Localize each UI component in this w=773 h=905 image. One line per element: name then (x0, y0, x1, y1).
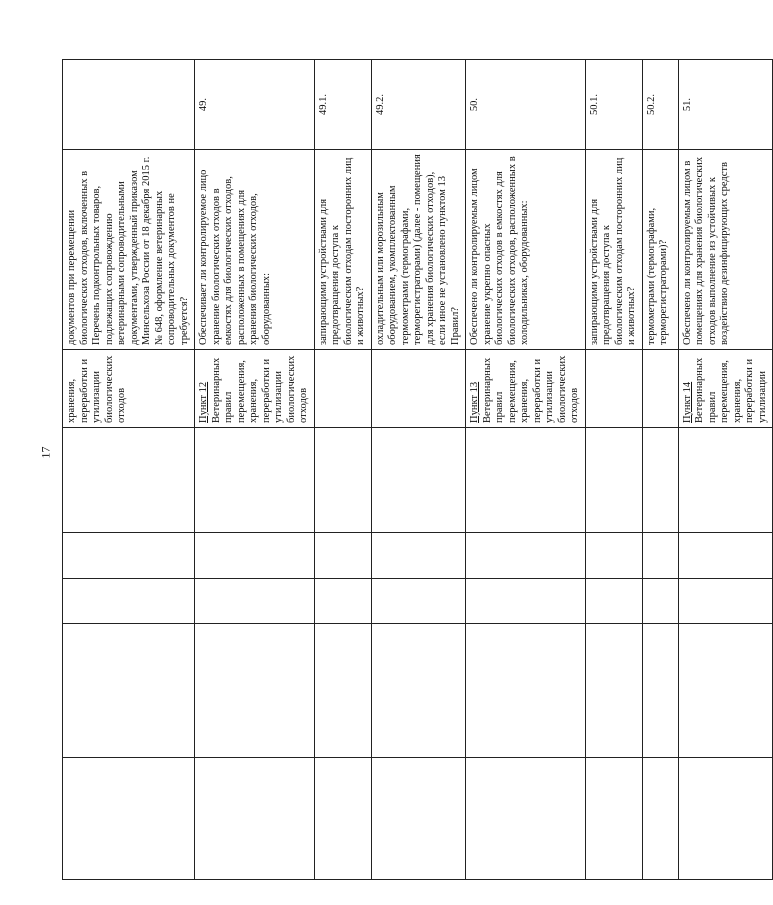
reference-prefix: Пункт 13 (469, 381, 480, 423)
blank-cell (585, 533, 642, 579)
blank-cell (195, 533, 315, 579)
rotated-table-container (62, 60, 768, 880)
blank-cell (195, 624, 315, 758)
item-number-cell: 50. (466, 60, 586, 150)
blank-cell (314, 624, 371, 758)
blank-cell (678, 624, 773, 758)
blank-cell (642, 428, 678, 533)
remarks-cell (195, 758, 315, 880)
reference-text: Ветеринарных правил перемещения, хранения, переработки и утилизации биологических отходов (481, 355, 580, 423)
table-row (195, 60, 315, 880)
blank-cell (466, 533, 586, 579)
blank-cell (585, 579, 642, 624)
page-number: 17 (38, 446, 53, 459)
blank-cell (371, 624, 466, 758)
item-number-cell: 50.2. (642, 60, 678, 150)
blank-cell (63, 428, 195, 533)
reference-cell (678, 350, 773, 428)
reference-cell (585, 350, 642, 428)
blank-cell (314, 533, 371, 579)
remarks-cell (585, 758, 642, 880)
blank-cell (195, 428, 315, 533)
question-cell: термометрами (термографами, терморегистраторами)? (642, 150, 678, 350)
blank-cell (642, 624, 678, 758)
blank-cell (63, 624, 195, 758)
reference-cell (466, 350, 586, 428)
reference-prefix: Пункт 12 (198, 381, 209, 423)
blank-cell (314, 579, 371, 624)
blank-cell (642, 579, 678, 624)
reference-cell (195, 350, 315, 428)
item-number-cell: 49.1. (314, 60, 371, 150)
reference-cell (63, 350, 195, 428)
blank-cell (466, 428, 586, 533)
blank-cell (642, 533, 678, 579)
blank-cell (195, 579, 315, 624)
remarks-cell (678, 758, 773, 880)
table-row (63, 60, 195, 880)
checklist-table (62, 59, 773, 880)
item-number-cell: 49.2. (371, 60, 466, 150)
table-row (371, 60, 466, 880)
blank-cell (678, 428, 773, 533)
remarks-cell (63, 758, 195, 880)
question-cell: Обеспечено ли контролируемым лицом в помещениях для хранения биологических отходов выполнение из устойчивых к воздействию дезинфицирующих средств (678, 150, 773, 350)
question-cell: Обеспечено ли контролируемым лицом хранение укрепно опасных биологических отходов в емкостях для биологических отходов, расположенных в холодильниках, оборудованных: (466, 150, 586, 350)
table-row (314, 60, 371, 880)
question-cell: запирающими устройствами для предотвращения доступа к биологическим отходам посторонних лиц и животных? (314, 150, 371, 350)
reference-cell (314, 350, 371, 428)
blank-cell (678, 579, 773, 624)
table-row (466, 60, 586, 880)
blank-cell (63, 533, 195, 579)
blank-cell (371, 533, 466, 579)
reference-text: Ветеринарных правил перемещения, хранения, переработки и утилизации (694, 357, 768, 423)
question-cell: охладительным или морозильным оборудованием, укомплектованным термометрами (термографами, терморегистраторами) (далее - помещения для хранения биологических отходов), если иное не установлено пунктом 13 Правил? (371, 150, 466, 350)
reference-cell (371, 350, 466, 428)
table-row (642, 60, 678, 880)
remarks-cell (642, 758, 678, 880)
blank-cell (314, 428, 371, 533)
remarks-cell (371, 758, 466, 880)
blank-cell (371, 428, 466, 533)
item-number-cell: 49. (195, 60, 315, 150)
table-row (678, 60, 773, 880)
reference-cell (642, 350, 678, 428)
remarks-cell (466, 758, 586, 880)
item-number-cell: 50.1. (585, 60, 642, 150)
question-cell: запирающими устройствами для предотвращения доступа к биологическим отходам посторонних лиц и животных? (585, 150, 642, 350)
reference-text: Ветеринарных правил перемещения, хранения, переработки и утилизации биологических отходов (210, 355, 309, 423)
blank-cell (63, 579, 195, 624)
blank-cell (466, 579, 586, 624)
blank-cell (466, 624, 586, 758)
blank-cell (585, 624, 642, 758)
item-number-cell (63, 60, 195, 150)
reference-prefix: Пункт 14 (681, 381, 693, 423)
blank-cell (585, 428, 642, 533)
item-number-cell: 51. (678, 60, 773, 150)
blank-cell (678, 533, 773, 579)
question-cell: документов при перемещении биологических отходов, включенных в Перечень подконтрольных товаров, подлежащих сопровождению ветеринарными сопроводительными документами, утвержденный приказом Минсельхоза России от 18 декабря 2015 г. № 648, оформление ветеринарных сопроводительных документов не требуется? (63, 150, 195, 350)
question-cell: Обеспечивает ли контролируемое лицо хранение биологических отходов в емкостях для биологических отходов, расположенных в помещениях для хранения биологических отходов, оборудованных: (195, 150, 315, 350)
remarks-cell (314, 758, 371, 880)
reference-text: хранения, переработки и утилизации биологических отходов (66, 355, 127, 423)
blank-cell (371, 579, 466, 624)
table-row (585, 60, 642, 880)
